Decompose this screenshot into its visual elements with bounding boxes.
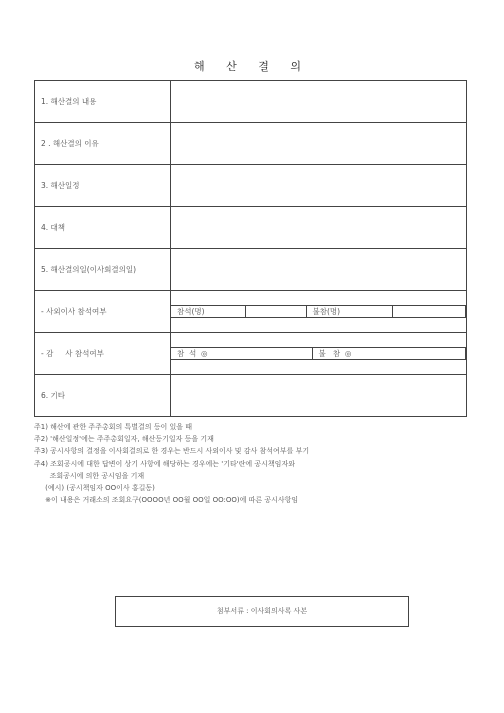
outside-director-absent-label: 불참(명) xyxy=(306,306,392,318)
form-row-outside-director xyxy=(35,291,467,333)
outside-director-attendance xyxy=(171,291,467,333)
schedule-value-cell[interactable] xyxy=(171,165,467,207)
attachment-box: 첨부서류 : 이사회의사록 사본 xyxy=(115,596,409,627)
row-label-measures: 4. 대책 xyxy=(35,207,171,249)
document-title: 해 산 결 의 xyxy=(194,60,310,73)
form-row-measures xyxy=(35,207,467,249)
footnote-3: 주3) 공시사항의 결정을 이사회결의로 한 경우는 반드시 사외이사 및 감사 참석여부를 부기 xyxy=(34,447,310,456)
form-row-reason xyxy=(35,123,467,165)
row-label-schedule: 3. 해산일정 xyxy=(35,165,171,207)
row-label-outside-director: - 사외이사 참석여부 xyxy=(35,291,171,333)
row-label-other: 6. 기타 xyxy=(35,375,171,417)
outside-director-attend-label: 참석(명) xyxy=(171,306,245,318)
footnote-remark: ※이 내용은 거래소의 조회요구(OOOO년 OO월 OO일 OO:OO)에 따른 공시사항임 xyxy=(34,496,299,505)
row-label-content: 1. 해산결의 내용 xyxy=(35,81,171,123)
other-value-cell[interactable] xyxy=(171,375,467,417)
reason-value-cell[interactable] xyxy=(171,123,467,165)
resolution-date-value-cell[interactable] xyxy=(171,249,467,291)
footnote-1: 주1) 해산에 관한 주주총회의 특별결의 등이 있을 때 xyxy=(34,423,192,431)
footnotes xyxy=(34,421,474,506)
content-value-cell[interactable] xyxy=(171,81,467,123)
measures-value-cell[interactable] xyxy=(171,207,467,249)
footnote-4: 주4) 조회공시에 대한 답변이 상기 사항에 해당하는 경우에는 '기타'란에 공시책임자와 xyxy=(34,459,295,468)
outside-director-absent-count[interactable] xyxy=(392,306,466,318)
form-row-content xyxy=(35,81,467,123)
auditor-attendance xyxy=(171,333,467,375)
row-label-auditor: - 감 사 참석여부 xyxy=(35,333,171,375)
outside-director-attend-count[interactable] xyxy=(245,306,306,318)
footnote-2: 주2) '해산일정'에는 주주총회일자, 해산등기일자 등을 기재 xyxy=(34,435,214,444)
form-row-other xyxy=(35,375,467,417)
row-label-resolution-date: 5. 해산결의일(이사회결의일) xyxy=(35,249,171,291)
row-label-reason: 2 . 해산결의 이유 xyxy=(35,123,171,165)
dissolution-form-table xyxy=(34,80,467,417)
auditor-attend-label: 참 석 ◎ xyxy=(171,348,312,360)
footnote-example: (예시) (공시책임자 OO이사 홍길동) xyxy=(34,484,155,493)
form-row-schedule xyxy=(35,165,467,207)
footnote-4-cont: 조회공시에 의한 공시임을 기재 xyxy=(34,471,145,480)
form-row-resolution-date xyxy=(35,249,467,291)
form-row-auditor xyxy=(35,333,467,375)
auditor-absent-label: 불 참 ◎ xyxy=(312,348,466,360)
